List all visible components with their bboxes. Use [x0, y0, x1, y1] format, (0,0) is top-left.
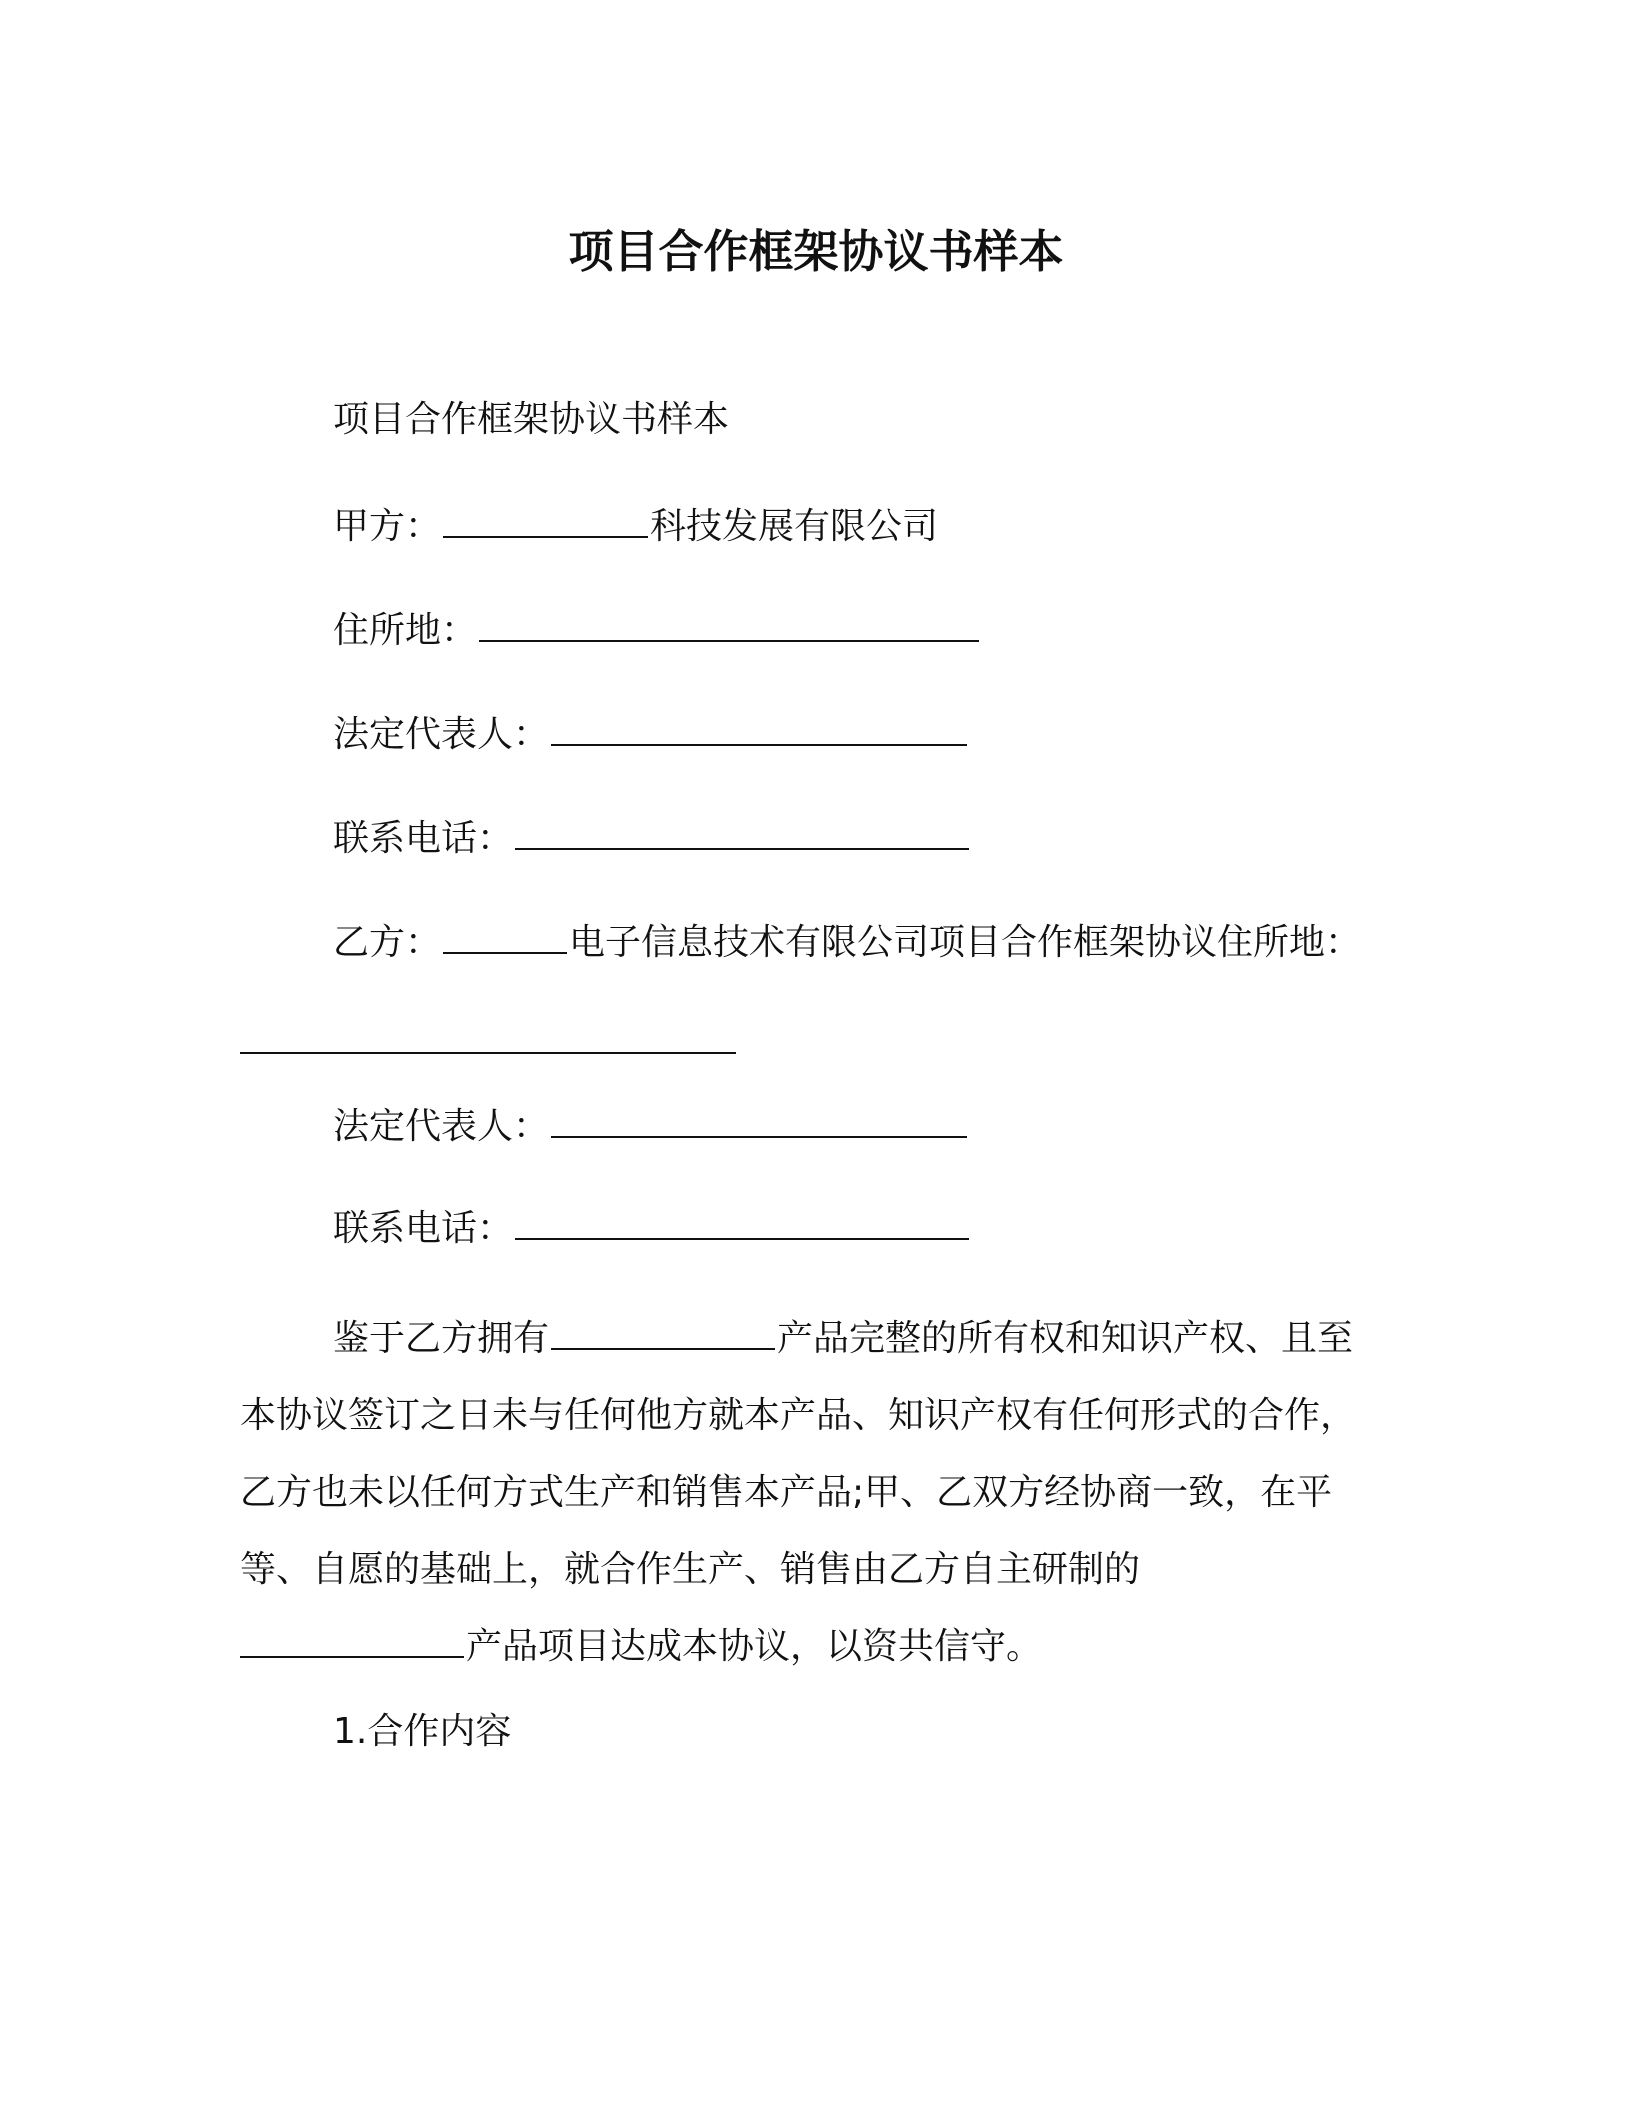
document-subtitle: 项目合作框架协议书样本 — [333, 399, 730, 440]
party-a-address-label: 住所地： — [333, 610, 478, 651]
preamble-paragraph — [240, 1300, 1390, 1685]
party-a-phone-line — [333, 812, 971, 863]
party-a-rep-label: 法定代表人： — [333, 714, 550, 755]
party-b-rep-label: 法定代表人： — [333, 1106, 550, 1147]
party-b-name-blank — [443, 916, 567, 954]
preamble-product-blank — [551, 1312, 775, 1350]
party-b-rep-line — [333, 1100, 969, 1151]
preamble-line-4: 等、自愿的基础上，就合作生产、销售由乙方自主研制的 — [240, 1549, 1141, 1590]
party-a-phone-blank — [515, 812, 969, 850]
preamble-line-5-end: 产品项目达成本协议，以资共信守。 — [466, 1626, 1043, 1667]
party-b-address-blank — [240, 1016, 736, 1054]
preamble-line-3: 乙方也未以任何方式生产和销售本产品;甲、乙双方经协商一致，在平 — [240, 1472, 1333, 1513]
preamble-line-2: 本协议签订之日未与任何他方就本产品、知识产权有任何形式的合作， — [240, 1395, 1357, 1436]
party-a-line — [333, 500, 938, 551]
party-a-name-blank — [443, 500, 648, 538]
party-b-rep-blank — [551, 1100, 967, 1138]
preamble-line-1-start: 鉴于乙方拥有 — [333, 1318, 550, 1359]
preamble-line-1-end: 产品完整的所有权和知识产权、且至 — [777, 1318, 1354, 1359]
party-a-phone-label: 联系电话： — [333, 818, 514, 859]
party-b-line — [333, 916, 1361, 967]
party-b-label: 乙方： — [333, 922, 442, 963]
party-a-rep-line — [333, 708, 969, 759]
party-b-phone-label: 联系电话： — [333, 1208, 514, 1249]
party-a-address-blank — [479, 604, 979, 642]
preamble-line-1 — [240, 1300, 1390, 1377]
party-a-label: 甲方： — [333, 506, 442, 547]
party-a-name-suffix: 科技发展有限公司 — [650, 506, 939, 547]
party-a-address-line — [333, 604, 981, 655]
preamble-line-5 — [240, 1608, 1390, 1685]
document-title: 项目合作框架协议书样本 — [568, 225, 1064, 278]
party-a-rep-blank — [551, 708, 967, 746]
party-b-phone-blank — [515, 1202, 969, 1240]
party-b-phone-line — [333, 1202, 971, 1253]
preamble-project-blank — [240, 1620, 464, 1658]
party-b-address-line — [240, 1016, 738, 1067]
section-1-heading: 1.合作内容 — [333, 1711, 512, 1752]
party-b-name-suffix: 电子信息技术有限公司项目合作框架协议住所地： — [569, 922, 1362, 963]
